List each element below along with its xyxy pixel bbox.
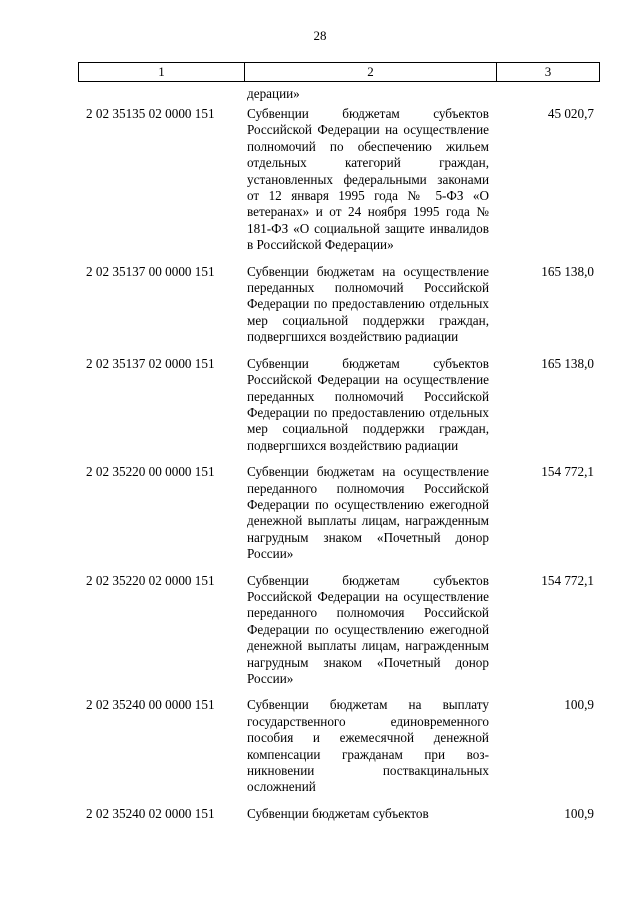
row-description: Субвенции бюджетам на осуществление переданного полномочия Российской Федерации по осуществлению ежегодной денежной выплаты лицам, награжденным нагрудным знаком «Почетный донор России» xyxy=(247,464,489,562)
column-header-code: 1 xyxy=(79,63,245,81)
budget-code: 2 02 35240 02 0000 151 xyxy=(86,805,215,821)
column-header-description: 2 xyxy=(245,63,497,81)
continuation-text: дерации» xyxy=(247,86,300,101)
row-amount: 154 772,1 xyxy=(541,572,594,588)
row-amount: 165 138,0 xyxy=(541,263,594,279)
table-row xyxy=(78,264,600,346)
table-row xyxy=(78,806,600,822)
table-body xyxy=(78,106,600,832)
row-amount: 100,9 xyxy=(564,805,594,821)
page-number: 28 xyxy=(313,28,327,43)
row-amount: 154 772,1 xyxy=(541,464,594,480)
column-header-amount: 3 xyxy=(544,64,552,79)
row-amount: 165 138,0 xyxy=(541,355,594,371)
budget-code: 2 02 35135 02 0000 151 xyxy=(86,106,215,121)
row-amount: 45 020,7 xyxy=(547,106,594,121)
table-row xyxy=(78,573,600,688)
row-description: Субвенции бюджетам субъектов Российской Федерации на осуществление полномочий по обеспечению жильем отдельных категорий граждан, установленных федеральными законами от 12 января 1995 года № 5-ФЗ «О ветеранах» и от 24 ноября 1995 года № 181-ФЗ «О социальной защите инвалидов в Российской Федерации» xyxy=(247,106,489,253)
row-description: Субвенции бюджетам субъектов xyxy=(247,805,429,821)
row-description: Субвенции бюджетам на выплату государственного единовременного пособия и ежемесячной денежной компенсации гражданам при возникновении поствакцинальных осложнений xyxy=(247,697,489,795)
budget-code: 2 02 35240 00 0000 151 xyxy=(86,697,215,713)
budget-code: 2 02 35137 02 0000 151 xyxy=(86,355,215,371)
table-row xyxy=(78,356,600,454)
row-description: Субвенции бюджетам на осуществление переданных полномочий Российской Федерации по предоставлению отдельных мер социальной поддержки граждан, подвергшихся воздействию радиации xyxy=(247,263,489,345)
table-row xyxy=(78,464,600,562)
table-header xyxy=(78,62,600,82)
row-description: Субвенции бюджетам субъектов Российской Федерации на осуществление переданного полномочия Российской Федерации по осуществлению ежегодной денежной выплаты лицам, награжденным нагрудным знаком «Почетный донор России» xyxy=(247,572,489,686)
table-row xyxy=(78,697,600,795)
budget-code: 2 02 35220 02 0000 151 xyxy=(86,572,215,588)
budget-code: 2 02 35137 00 0000 151 xyxy=(86,263,215,279)
row-description: Субвенции бюджетам субъектов Российской Федерации на осуществление переданных полномочий Российской Федерации по предоставлению отдельных мер социальной поддержки граждан, подвергшихся воздействию радиации xyxy=(247,355,489,453)
row-amount: 100,9 xyxy=(564,697,594,713)
table-row xyxy=(78,106,600,254)
budget-code: 2 02 35220 00 0000 151 xyxy=(86,464,215,480)
